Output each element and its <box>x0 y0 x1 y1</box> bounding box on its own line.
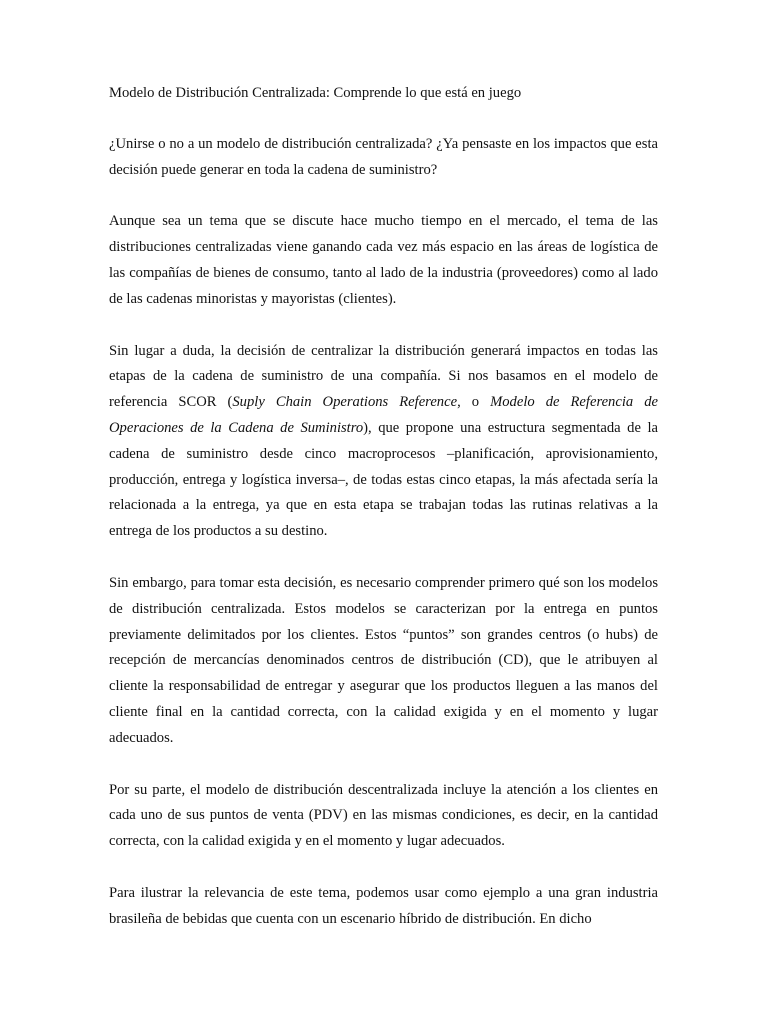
scor-english-term: Suply Chain Operations Reference <box>232 394 458 411</box>
paragraph-3 <box>109 339 658 545</box>
paragraph-3-text-e: ), que propone una estructura segmentada de la cadena de suministro desde cinco macroprocesos –planificación, aprovisionamiento, producción, entrega y logística inversa–, de todas estas cinco etapas, la más afectada sería la relacionada a la entrega, ya que en esta etapa se trabajan todas las rutinas relativas a la entrega de los productos a su destino. <box>109 419 658 540</box>
document-page <box>109 81 658 959</box>
paragraph-3-text-a: Sin lugar a duda, la decisión de centralizar la distribución generará impactos en todas las etapas de la cadena de suministro de una compañía. Si nos basamos en el modelo de referencia SCOR ( <box>109 342 658 411</box>
paragraph-5: Por su parte, el modelo de distribución descentralizada incluye la atención a los clientes en cada uno de sus puntos de venta (PDV) en las mismas condiciones, es decir, en la cantidad correcta, con la calidad exigida y en el momento y lugar adecuados. <box>109 781 658 850</box>
paragraph-6: Para ilustrar la relevancia de este tema, podemos usar como ejemplo a una gran industria brasileña de bebidas que cuenta con un escenario híbrido de distribución. En dicho <box>109 884 658 927</box>
paragraph-4: Sin embargo, para tomar esta decisión, es necesario comprender primero qué son los modelos de distribución centralizada. Estos modelos se caracterizan por la entrega en puntos previamente delimitados por los clientes. Estos “puntos” son grandes centros (o hubs) de recepción de mercancías denominados centros de distribución (CD), que le atribuyen al cliente la responsabilidad de entregar y asegurar que los productos lleguen a las manos del cliente final en la cantidad correcta, con la calidad exigida y en el momento y lugar adecuados. <box>109 574 658 746</box>
paragraph-2: Aunque sea un tema que se discute hace mucho tiempo en el mercado, el tema de las distribuciones centralizadas viene ganando cada vez más espacio en las áreas de logística de las compañías de bienes de consumo, tanto al lado de la industria (proveedores) como al lado de las cadenas minoristas y mayoristas (clientes). <box>109 213 658 307</box>
paragraph-3-text-c: , o <box>457 394 491 411</box>
document-title: Modelo de Distribución Centralizada: Comprende lo que está en juego <box>109 85 522 101</box>
scor-spanish-term: Modelo de Referencia de Operaciones de la Cadena de Suministro <box>109 394 658 436</box>
paragraph-1: ¿Unirse o no a un modelo de distribución centralizada? ¿Ya pensaste en los impactos que esta decisión puede generar en toda la cadena de suministro? <box>109 135 658 178</box>
